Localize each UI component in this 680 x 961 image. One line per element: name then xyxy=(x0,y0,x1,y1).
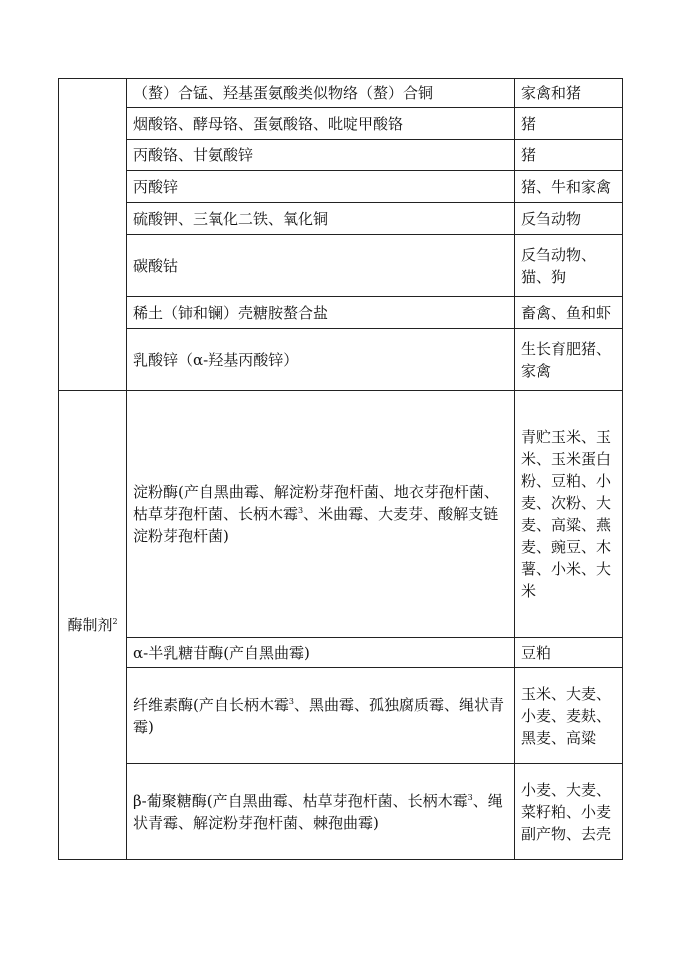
target-animal-cell: 猪 xyxy=(515,108,623,140)
target-animal-cell: 玉米、大麦、小麦、麦麸、黑麦、高粱 xyxy=(515,668,623,764)
additive-table xyxy=(58,78,623,860)
table-row xyxy=(59,108,623,140)
product-cell: 硫酸钾、三氧化二铁、氧化铜 xyxy=(127,203,515,235)
footnote-marker: 2 xyxy=(112,617,118,626)
target-animal-cell: 猪、牛和家禽 xyxy=(515,171,623,203)
target-animal-cell: 豆粕 xyxy=(515,638,623,668)
category-cell-empty xyxy=(59,79,127,391)
table-row xyxy=(59,171,623,203)
table-row xyxy=(59,235,623,297)
target-animal-cell: 家禽和猪 xyxy=(515,79,623,108)
product-cell: 丙酸铬、甘氨酸锌 xyxy=(127,140,515,171)
product-cell: 纤维素酶(产自长柄木霉$^3$、黑曲霉、孤独腐质霉、绳状青霉) xyxy=(127,668,515,764)
target-animal-cell: 猪 xyxy=(515,140,623,171)
target-animal-cell: 反刍动物、猫、狗 xyxy=(515,235,623,297)
product-cell: （螯）合锰、羟基蛋氨酸类似物络（螯）合铜 xyxy=(127,79,515,108)
footnote-marker: 3 xyxy=(467,792,473,802)
table-row xyxy=(59,79,623,108)
table-row xyxy=(59,329,623,391)
enzyme-category-label: 酶制剂 xyxy=(67,616,113,634)
enzyme-category-cell xyxy=(59,391,127,860)
table-row xyxy=(59,638,623,668)
product-cell: 丙酸锌 xyxy=(127,171,515,203)
table-row xyxy=(59,668,623,764)
table-row xyxy=(59,297,623,329)
product-cell: 烟酸铬、酵母铬、蛋氨酸铬、吡啶甲酸铬 xyxy=(127,108,515,140)
target-animal-cell: 反刍动物 xyxy=(515,203,623,235)
table-row xyxy=(59,203,623,235)
target-animal-cell: 生长育肥猪、家禽 xyxy=(515,329,623,391)
table-row xyxy=(59,391,623,638)
footnote-marker: 3 xyxy=(298,506,304,515)
table-row xyxy=(59,764,623,860)
product-cell: 稀土（铈和镧）壳糖胺螯合盐 xyxy=(127,297,515,329)
target-animal-cell: 畜禽、鱼和虾 xyxy=(515,297,623,329)
product-cell: 淀粉酶(产自黑曲霉、解淀粉芽孢杆菌、地衣芽孢杆菌、枯草芽孢杆菌、长柄木霉$^3$、米曲霉、大麦芽、酸解支链淀粉芽孢杆菌) xyxy=(127,391,515,638)
product-cell: 碳酸钴 xyxy=(127,235,515,297)
product-cell: β-葡聚糖酶(产自黑曲霉、枯草芽孢杆菌、长柄木霉$^3$、绳状青霉、解淀粉芽孢杆菌、棘孢曲霉) xyxy=(127,764,515,860)
target-animal-cell: 小麦、大麦、菜籽粕、小麦副产物、去壳 xyxy=(515,764,623,860)
footnote-marker: 3 xyxy=(288,696,294,706)
target-animal-cell: 青贮玉米、玉米、玉米蛋白粉、豆粕、小麦、次粉、大麦、高粱、燕麦、豌豆、木薯、小米、大米 xyxy=(515,391,623,638)
product-cell: 乳酸锌（α-羟基丙酸锌） xyxy=(127,329,515,391)
product-cell: α-半乳糖苷酶(产自黑曲霉) xyxy=(127,638,515,668)
table-row xyxy=(59,140,623,171)
